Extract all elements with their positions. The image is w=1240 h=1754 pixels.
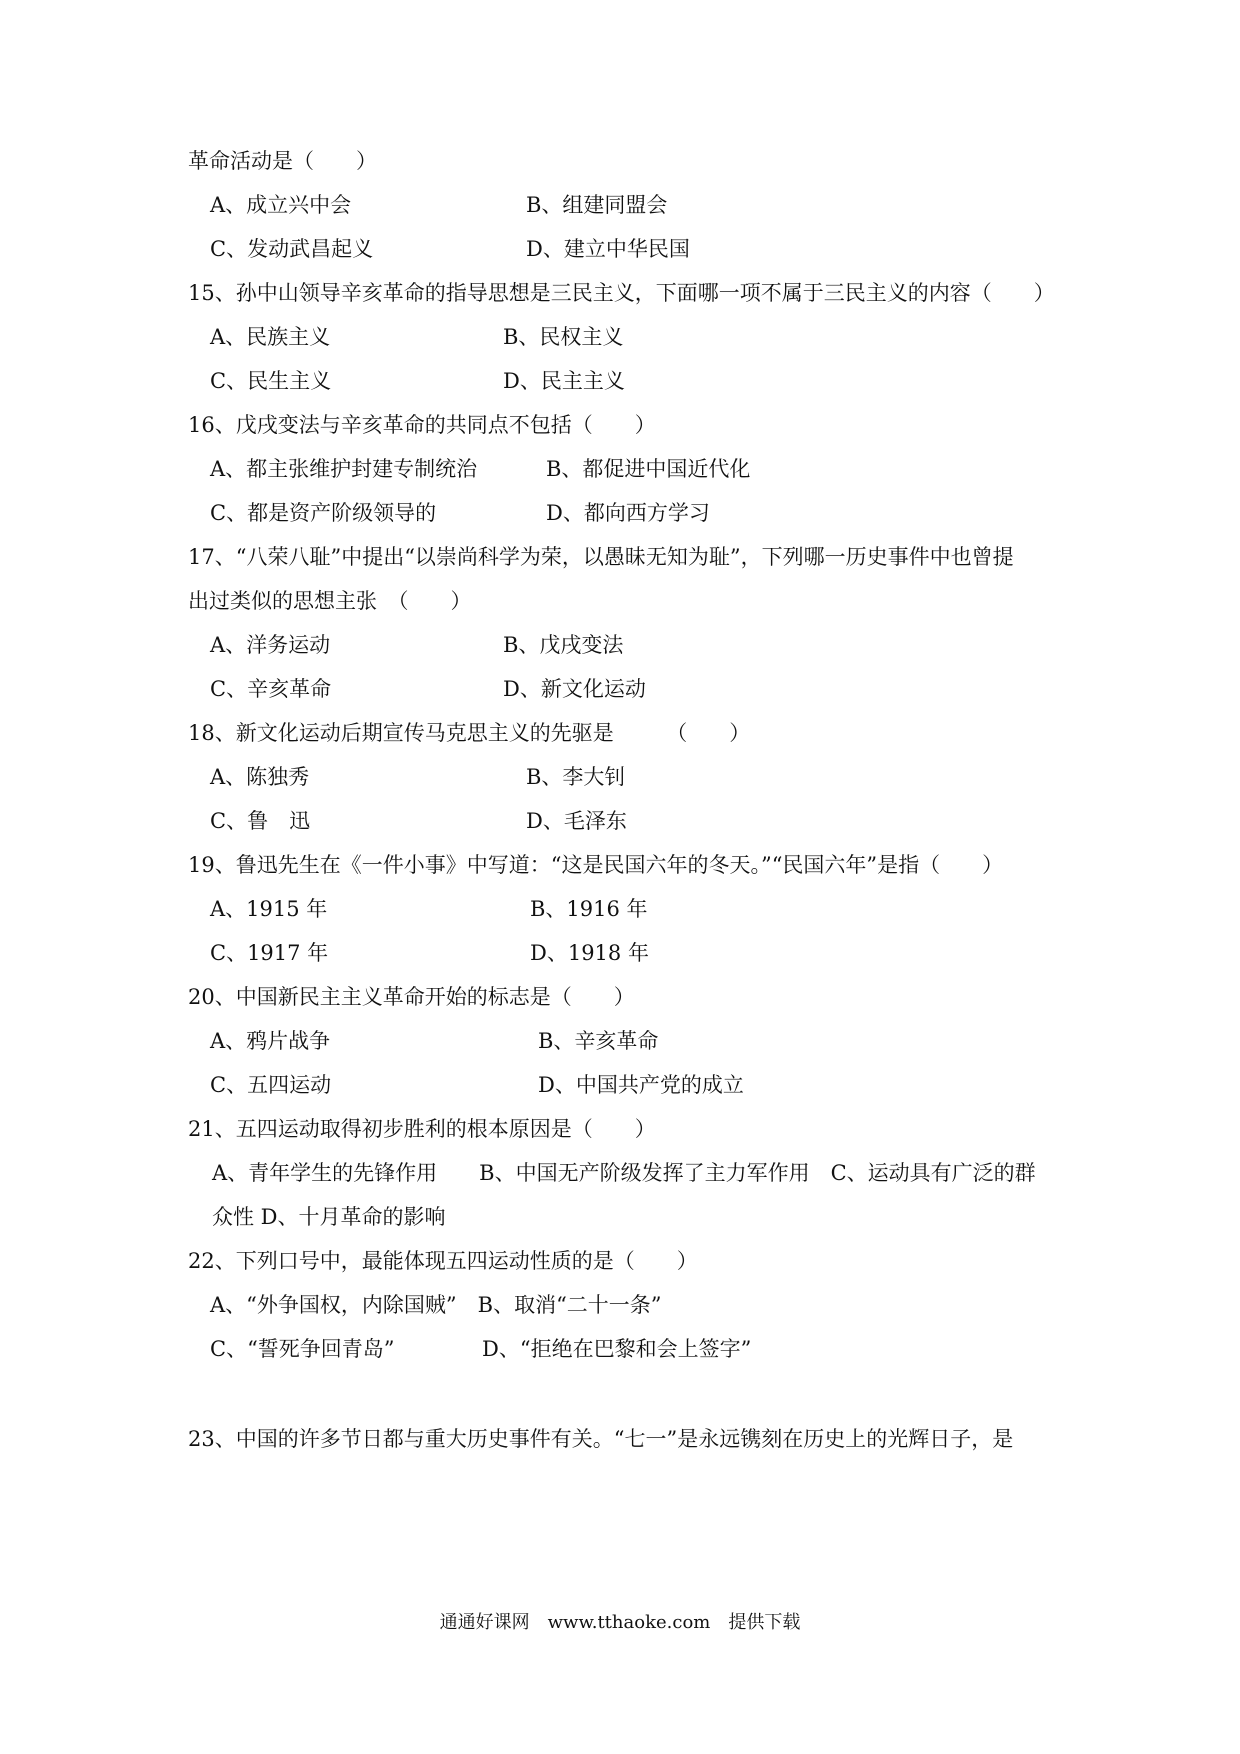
q16-option-a: A、都主张维护封建专制统治 [210,457,478,481]
q22-option-d: D、“拒绝在巴黎和会上签字” [482,1337,752,1361]
q21-options-line1: A、青年学生的先锋作用 B、中国无产阶级发挥了主力军作用 C、运动具有广泛的群 [212,1161,1036,1185]
page-footer: 通通好课网 www.tthaoke.com 提供下载 [439,1612,801,1633]
q16-option-c: C、都是资产阶级领导的 [210,501,437,525]
q16-option-d: D、都向西方学习 [546,501,710,525]
q16-question: 16、戊戌变法与辛亥革命的共同点不包括（ ） [188,413,656,437]
q17-option-d: D、新文化运动 [503,677,646,701]
q19-option-b: B、1916 年 [530,897,648,921]
q17-question-line2: 出过类似的思想主张 （ ） [188,589,472,613]
q14-option-a: A、成立兴中会 [210,193,352,217]
q15-option-d: D、民主主义 [503,369,625,393]
q15-option-a: A、民族主义 [210,325,331,349]
q18-option-c: C、鲁 迅 [210,809,311,833]
q14-continuation: 革命活动是（ ） [188,149,377,173]
q15-option-c: C、民生主义 [210,369,332,393]
q21-question: 21、五四运动取得初步胜利的根本原因是（ ） [188,1117,656,1141]
q20-option-c: C、五四运动 [210,1073,332,1097]
q19-question: 19、鲁迅先生在《一件小事》中写道：“这是民国六年的冬天。”“民国六年”是指（ ） [188,853,1004,877]
q18-option-a: A、陈独秀 [210,765,310,789]
q18-question: 18、新文化运动后期宣传马克思主义的先驱是 （ ） [188,721,751,745]
q17-option-b: B、戊戌变法 [503,633,624,657]
q17-option-c: C、辛亥革命 [210,677,332,701]
q23-question: 23、中国的许多节日都与重大历史事件有关。“七一”是永远镌刻在历史上的光辉日子，是 [188,1427,1014,1451]
q21-options-line2: 众性 D、十月革命的影响 [212,1205,446,1229]
q22-options-ab: A、“外争国权，内除国贼” B、取消“二十一条” [210,1293,662,1317]
q19-option-d: D、1918 年 [530,941,649,965]
q18-option-d: D、毛泽东 [526,809,627,833]
q19-option-c: C、1917 年 [210,941,329,965]
q15-option-b: B、民权主义 [503,325,624,349]
q16-option-b: B、都促进中国近代化 [546,457,751,481]
q20-option-a: A、鸦片战争 [210,1029,331,1053]
q17-question-line1: 17、“八荣八耻”中提出“以崇尚科学为荣，以愚昧无知为耻”，下列哪一历史事件中也曾提 [188,545,1014,569]
q14-option-c: C、发动武昌起义 [210,237,374,261]
q19-option-a: A、1915 年 [210,897,328,921]
q17-option-a: A、洋务运动 [210,633,331,657]
q18-option-b: B、李大钊 [526,765,626,789]
q22-option-c: C、“誓死争回青岛” [210,1337,395,1361]
q14-option-d: D、建立中华民国 [526,237,690,261]
q15-question: 15、孙中山领导辛亥革命的指导思想是三民主义，下面哪一项不属于三民主义的内容（ ） [188,281,1055,305]
q20-question: 20、中国新民主主义革命开始的标志是（ ） [188,985,635,1009]
q20-option-b: B、辛亥革命 [538,1029,659,1053]
q22-question: 22、下列口号中，最能体现五四运动性质的是（ ） [188,1249,698,1273]
q14-option-b: B、组建同盟会 [526,193,668,217]
q20-option-d: D、中国共产党的成立 [538,1073,744,1097]
